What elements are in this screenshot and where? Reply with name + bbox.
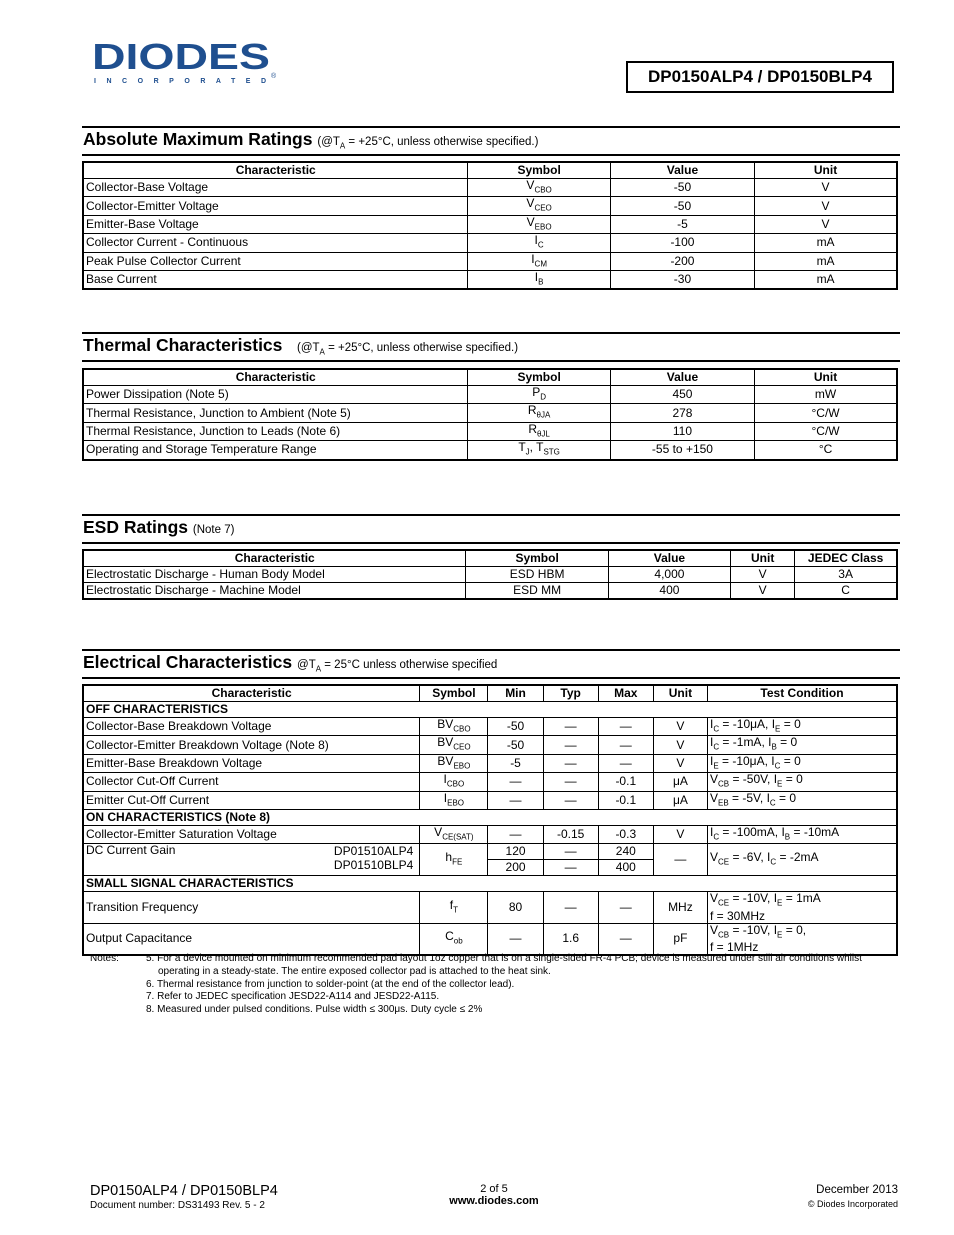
table-row: Base Current $I_B$ -30 mA <box>83 270 897 289</box>
section-row-small-signal: SMALL SIGNAL CHARACTERISTICS <box>83 876 897 892</box>
abs-max-condition: ($@T_A = +25^\circ C$, unless otherwise specified.) <box>317 135 539 150</box>
note-item: 8. Measured under pulsed conditions. Pulse width ≤ 300μs. Duty cycle ≤ 2% <box>146 1004 483 1016</box>
note-item: 5. For a device mounted on minimum recommended pad layout 1oz copper that is on a single-sided FR-4 PCB; device is measured under still air conditions whilst operating in a steady-state. The entire exposed collector pad is attached to the heat sink. <box>146 953 862 977</box>
table-row: Collector-Emitter Saturation Voltage $V_{CE(SAT)}$ — -0.15 -0.3 V $I_C = -100mA$, $I_B = -10mA$ <box>83 825 897 843</box>
section-row-off: OFF CHARACTERISTICS <box>83 702 897 718</box>
table-header-row: Characteristic Symbol Value Unit <box>83 369 897 386</box>
footer-date: December 2013 <box>816 1184 898 1196</box>
table-row: Collector Cut-Off Current $I_{CBO}$ — — -0.1 μA $V_{CB} = -50V$, $I_E = 0$ <box>83 773 897 791</box>
table-row: Thermal Resistance, Junction to Ambient (Note 5) $R_{\theta JA}$ 278 °C/W <box>83 404 897 422</box>
table-row: Operating and Storage Temperature Range $T_J$, $T_{STG}$ -55 to +150 °C <box>83 441 897 460</box>
table-row: Thermal Resistance, Junction to Leads (Note 6) $R_{\theta JL}$ 110 °C/W <box>83 422 897 440</box>
table-row: Collector Current - Continuous $I_C$ -100 mA <box>83 234 897 252</box>
thermal-condition: ($@T_A = +25^\circ C$, unless otherwise specified.) <box>297 341 519 356</box>
page-number: 2 of 5 <box>480 1183 508 1195</box>
table-row: Collector-Emitter Voltage $V_{CEO}$ -50 V <box>83 197 897 215</box>
table-row: Output Capacitance $C_{ob}$ — 1.6 — pF $V_{CB} = -10V$, $I_E = 0$, f = 1MHz <box>83 923 897 955</box>
footer-docnum: Document number: DS31493 Rev. 5 - 2 <box>90 1200 265 1211</box>
section-row-on: ON CHARACTERISTICS (Note 8) <box>83 809 897 825</box>
part-number-box: DP0150ALP4 / DP0150BLP4 <box>626 61 894 93</box>
table-row: Electrostatic Discharge - Human Body Model ESD HBM 4,000 V 3A <box>83 567 897 583</box>
elec-title: Electrical Characteristics <box>83 651 293 672</box>
esd-title: ESD Ratings <box>83 517 189 537</box>
table-header-row: Characteristic Symbol Min Typ Max Unit Test Condition <box>83 685 897 702</box>
abs-max-title: Absolute Maximum Ratings <box>83 128 313 149</box>
svg-text:DIODES: DIODES <box>92 38 270 77</box>
footer-right <box>808 1184 898 1209</box>
elec-table <box>82 684 898 956</box>
note-item: 6. Thermal resistance from junction to solder-point (at the end of the collector lead). <box>146 978 515 990</box>
esd-heading <box>82 514 900 544</box>
footer-center <box>394 1183 594 1207</box>
footer-left <box>90 1183 278 1211</box>
esd-condition: (Note 7) <box>192 524 235 536</box>
website-link[interactable]: www.diodes.com <box>449 1195 539 1207</box>
table-row: Emitter-Base Voltage $V_{EBO}$ -5 V <box>83 215 897 233</box>
table-row: Electrostatic Discharge - Machine Model ESD MM 400 V C <box>83 583 897 600</box>
thermal-table <box>82 368 898 461</box>
table-header-row: Characteristic Symbol Value Unit JEDEC Class <box>83 550 897 567</box>
esd-table <box>82 549 898 600</box>
table-row: Collector-Emitter Breakdown Voltage (Note 8) $BV_{CEO}$ -50 — — V $I_C = -1mA$, $I_B = 0$ <box>83 736 897 754</box>
thermal-title: Thermal Characteristics <box>83 334 283 355</box>
svg-text:®: ® <box>271 73 277 80</box>
table-header-row: Characteristic Symbol Value Unit <box>83 162 897 179</box>
table-row: Transition Frequency $f_T$ 80 — — MHz $V_{CE} = -10V$, $I_E = 1mA$ f = 30MHz <box>83 892 897 923</box>
thermal-heading <box>82 332 900 362</box>
table-row: Emitter-Base Breakdown Voltage $BV_{EBO}$ -5 — — V $I_E = -10\mu A$, $I_C = 0$ <box>83 754 897 772</box>
notes-label: Notes: <box>90 953 119 964</box>
footer-copyright: © Diodes Incorporated <box>807 1199 898 1209</box>
note-item: 7. Refer to JEDEC specification JESD22-A114 and JESD22-A115. <box>146 991 440 1003</box>
elec-condition: $@T_A = 25^\circ C$ unless otherwise specified <box>297 658 498 673</box>
table-row: 200 — 400 <box>83 860 897 876</box>
table-row: Collector-Base Breakdown Voltage $BV_{CBO}$ -50 — — V $I_C = -10\mu A$, $I_E = 0$ <box>83 718 897 736</box>
svg-text:INCORPORATED: INCORPORATED <box>94 78 266 85</box>
footer-part: DP0150ALP4 / DP0150BLP4 <box>90 1183 278 1199</box>
diodes-logo <box>92 38 282 88</box>
table-row: Collector-Base Voltage $V_{CBO}$ -50 V <box>83 179 897 197</box>
abs-max-table <box>82 161 898 290</box>
table-row: Peak Pulse Collector Current $I_{CM}$ -200 mA <box>83 252 897 270</box>
abs-max-heading <box>82 126 900 156</box>
table-row: Power Dissipation (Note 5) $P_D$ 450 mW <box>83 386 897 404</box>
table-row: DC Current Gain DP01510ALP4 DP01510BLP4 $h_{FE}$ 120 — 240 — $V_{CE} = -6V$, $I_C = -2mA$ <box>83 844 897 860</box>
table-row: Emitter Cut-Off Current $I_{EBO}$ — — -0.1 μA $V_{EB} = -5V$, $I_C = 0$ <box>83 791 897 809</box>
elec-heading <box>82 649 900 679</box>
